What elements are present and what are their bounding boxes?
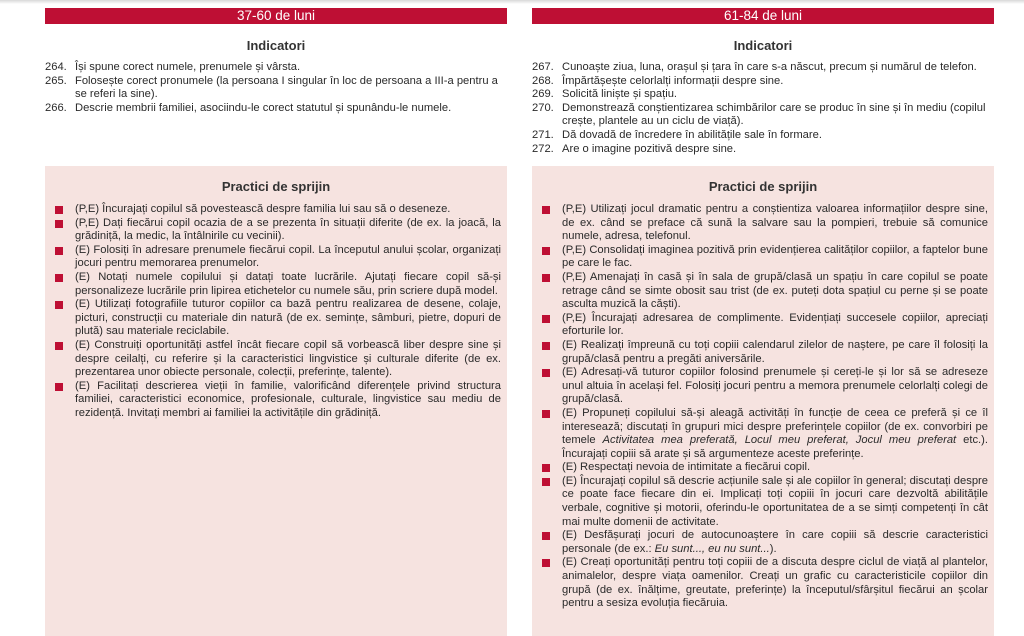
practice-text-segment: (E) Creați oportunități pentru toți copiii de a discuta despre ciclul de viață al plantelor, animalelor, despre viața oamenilor. Creați un grafic cu caracteristicile copiilor din grupă (de ex. înălțime, greutate, preferințe) la începutul/sfârșitul fiecărui an școlar pentru a sesiza evoluția fiecăruia. xyxy=(562,556,988,610)
practice-text xyxy=(75,298,501,339)
practice-item xyxy=(55,380,501,421)
indicators-heading: Indicatori xyxy=(733,38,793,53)
square-bullet-icon xyxy=(542,247,550,255)
indicator-text: Folosește corect pronumele (la persoana I singular în loc de persoana a III-a pentru a se referi la sine). xyxy=(75,74,498,101)
indicator-text: Are o imagine pozitivă despre sine. xyxy=(562,142,737,155)
indicator-item xyxy=(532,61,994,75)
indicator-item xyxy=(532,75,994,89)
square-bullet-icon xyxy=(542,532,550,540)
practice-text xyxy=(75,217,501,244)
column-37-60 xyxy=(45,8,507,115)
practice-text xyxy=(562,556,988,610)
square-bullet-icon xyxy=(55,274,63,282)
indicator-item xyxy=(45,102,507,116)
practice-item xyxy=(55,244,501,271)
practice-text-segment: (P,E) Amenajați în casă și în sala de grupă/clasă un spațiu în care copilul se poate retrage când se simte obosit sau trist (de ex. puteți dota spațiul cu perne și se poate asculta muzică la căști). xyxy=(562,270,988,311)
practice-item xyxy=(542,366,988,407)
practice-item xyxy=(55,339,501,380)
square-bullet-icon xyxy=(55,220,63,228)
square-bullet-icon xyxy=(542,410,550,418)
square-bullet-icon xyxy=(542,206,550,214)
practice-text-segment: (E) Notați numele copilului și datați toate lucrările. Ajutați fiecare copil să-și personalizeze lucrările prin lipirea etichetelor cu numele său, prin scriere după model. xyxy=(75,270,501,297)
practice-text xyxy=(562,461,988,475)
indicator-number: 269. xyxy=(532,88,554,101)
indicator-text: Își spune corect numele, prenumele și vârsta. xyxy=(75,61,301,73)
practice-item xyxy=(55,298,501,339)
square-bullet-icon xyxy=(55,247,63,255)
square-bullet-icon xyxy=(55,383,63,391)
practice-italic-text: Activitatea mea preferată, Locul meu preferat, Jocul meu preferat xyxy=(602,434,957,447)
indicator-number: 264. xyxy=(45,61,67,73)
practice-item xyxy=(542,461,988,475)
practice-text xyxy=(562,366,988,407)
practices-list xyxy=(532,203,994,611)
top-shadow xyxy=(0,0,1024,4)
practice-text xyxy=(562,339,988,366)
practice-item xyxy=(55,203,501,217)
indicator-text: Dă dovadă de încredere în abilitățile sale în formare. xyxy=(562,128,822,141)
practice-item xyxy=(542,203,988,244)
practice-text xyxy=(562,203,988,244)
indicator-number: 268. xyxy=(532,74,554,87)
indicator-number: 266. xyxy=(45,101,67,114)
practice-item xyxy=(542,556,988,610)
indicator-item xyxy=(532,143,994,157)
indicator-number: 272. xyxy=(532,142,554,155)
square-bullet-icon xyxy=(55,342,63,350)
practice-text-segment: (E) Propuneți copilului să-și aleagă activități în funcție de ceea ce preferă și ce îl interesează; discutați în grupuri mici despre preferințele copiilor (de ex. convorbiri pe temele xyxy=(562,406,988,447)
practice-item xyxy=(542,339,988,366)
practice-text xyxy=(562,244,988,271)
practice-item xyxy=(542,312,988,339)
indicator-text: Cunoaște ziua, luna, orașul și țara în care s-a născut, precum și numărul de telefon. xyxy=(562,61,977,73)
indicator-number: 271. xyxy=(532,128,554,141)
age-band-header: 37-60 de luni xyxy=(45,8,507,24)
practice-text-segment: (P,E) Încurajați copilul să povestească despre familia lui sau să o deseneze. xyxy=(75,203,451,215)
practice-text-segment: (E) Desfășurați jocuri de autocunoaștere în care copiii să descrie caracteristici personale (de ex.: xyxy=(562,529,988,555)
support-practices-box-right xyxy=(532,166,994,636)
square-bullet-icon xyxy=(542,274,550,282)
practice-text xyxy=(562,407,988,461)
indicator-text: Împărtășește celorlalți informații despre sine. xyxy=(562,74,784,87)
practice-item xyxy=(542,244,988,271)
practice-text-segment: ). xyxy=(769,542,777,555)
practice-text-segment: (E) Utilizați fotografiile tuturor copiilor ca bază pentru realizarea de desene, colaje, picturi, construcții cu materiale din natură (de ex. semințe, sâmburi, pietre, dopuri de plută) sau materiale reciclabile. xyxy=(75,298,501,338)
practice-text xyxy=(562,271,988,312)
square-bullet-icon xyxy=(542,369,550,377)
square-bullet-icon xyxy=(55,301,63,309)
practice-text-segment: (E) Adresați-vă tuturor copiilor folosind prenumele și cereți-le și lor să se adreseze unul altuia în același fel. Folosiți jocuri pentru a memora prenumele celorlalți colegi de grupă/clasă. xyxy=(562,366,988,406)
indicator-number: 265. xyxy=(45,74,67,87)
practice-text xyxy=(75,339,501,380)
square-bullet-icon xyxy=(542,559,550,567)
practice-text xyxy=(75,203,501,217)
practice-italic-text: Eu sunt..., eu nu sunt... xyxy=(654,542,770,555)
practice-text xyxy=(75,244,501,271)
practice-text-segment: (E) Construiți oportunități astfel încât fiecare copil să vorbească liber despre sine și despre ceilalți, cu referire și la caracteristici lingvistice și culturale diferite (de ex. prezentarea unor obiecte personale, colecții, preferințe, talente). xyxy=(75,338,501,379)
practices-heading: Practici de sprijin xyxy=(221,179,331,194)
indicator-text: Demonstrează conștientizarea schimbărilor care se produc în sine și în mediu (copilul crește, plantele au un ciclu de viață). xyxy=(562,101,986,128)
practice-text-segment: (P,E) Dați fiecărui copil ocazia de a se prezenta în situații diferite (de ex. la joacă, la grădiniță, la medic, la întâlnirile cu vecinii). xyxy=(75,216,501,243)
practice-text-segment: (E) Realizați împreună cu toți copiii calendarul zilelor de naștere, pe care îl folosiți la grupă/clasă pentru a pregăti aniversările. xyxy=(562,338,988,365)
indicators-list xyxy=(532,61,994,156)
practice-text-segment: (E) Folosiți în adresare prenumele fiecărui copil. La începutul anului școlar, organizați jocuri pentru memorarea prenumelor. xyxy=(75,243,501,270)
practices-heading: Practici de sprijin xyxy=(708,179,818,194)
indicator-item xyxy=(45,61,507,75)
practice-text-segment: (E) Respectați nevoia de intimitate a fiecărui copil. xyxy=(562,461,811,474)
column-61-84 xyxy=(532,8,994,156)
practice-text-segment: (E) Încurajați copilul să descrie acțiunile sale și ale copiilor în general; discutați despre ce poate face fiecare din ei. Implicați toți copiii în jocuri care dezvoltă abilitățile verbale, cognitive și motorii, oferindu-le oportunitatea de a se simți competenți în cât mai multe domenii de activitate. xyxy=(562,474,988,528)
practice-item xyxy=(542,529,988,556)
square-bullet-icon xyxy=(542,464,550,472)
square-bullet-icon xyxy=(542,342,550,350)
indicator-number: 267. xyxy=(532,61,554,73)
practice-item xyxy=(55,217,501,244)
square-bullet-icon xyxy=(542,315,550,323)
indicator-item xyxy=(532,88,994,102)
support-practices-box-left xyxy=(45,166,507,636)
age-band-header: 61-84 de luni xyxy=(532,8,994,24)
practice-text-segment: etc.). Încurajați copiii să arate și să argumenteze aceste preferințe. xyxy=(562,434,988,460)
practice-text xyxy=(562,529,988,556)
square-bullet-icon xyxy=(55,206,63,214)
indicator-item xyxy=(45,75,507,102)
indicator-text: Descrie membrii familiei, asociindu-le corect statutul și spunându-le numele. xyxy=(75,101,452,114)
practice-item xyxy=(55,271,501,298)
indicators-heading: Indicatori xyxy=(246,38,306,53)
practice-item xyxy=(542,271,988,312)
indicator-item xyxy=(532,129,994,143)
practice-text xyxy=(562,312,988,339)
practice-text-segment: (P,E) Consolidați imaginea pozitivă prin evidențierea calităților copiilor, a faptelor bune pe care le fac. xyxy=(562,243,988,270)
indicators-list xyxy=(45,61,507,115)
practice-item xyxy=(542,475,988,529)
practice-text xyxy=(562,475,988,529)
practice-text xyxy=(75,271,501,298)
square-bullet-icon xyxy=(542,478,550,486)
indicator-text: Solicită liniște și spațiu. xyxy=(562,88,678,101)
indicator-item xyxy=(532,102,994,129)
indicator-number: 270. xyxy=(532,101,554,114)
practice-text xyxy=(75,380,501,421)
practices-list xyxy=(45,203,507,421)
practice-text-segment: (E) Facilitați descrierea vieții în familie, valorificând diferențele privind structura familiei, caracteristici economice, profesionale, culturale, lingvistice sau mediu de rezidență. Invitați membri ai familiei la activitățile din grădiniță. xyxy=(75,379,501,419)
practice-text-segment: (P,E) Încurajați adresarea de complimente. Evidențiați succesele copiilor, apreciați eforturile lor. xyxy=(562,311,988,338)
practice-text-segment: (P,E) Utilizați jocul dramatic pentru a conștientiza valoarea informațiilor despre sine, de ex. când se preface că sună la salvare sau la pompieri, trebuie să comunice numele, adresa, telefonul. xyxy=(562,203,988,243)
practice-item xyxy=(542,407,988,461)
